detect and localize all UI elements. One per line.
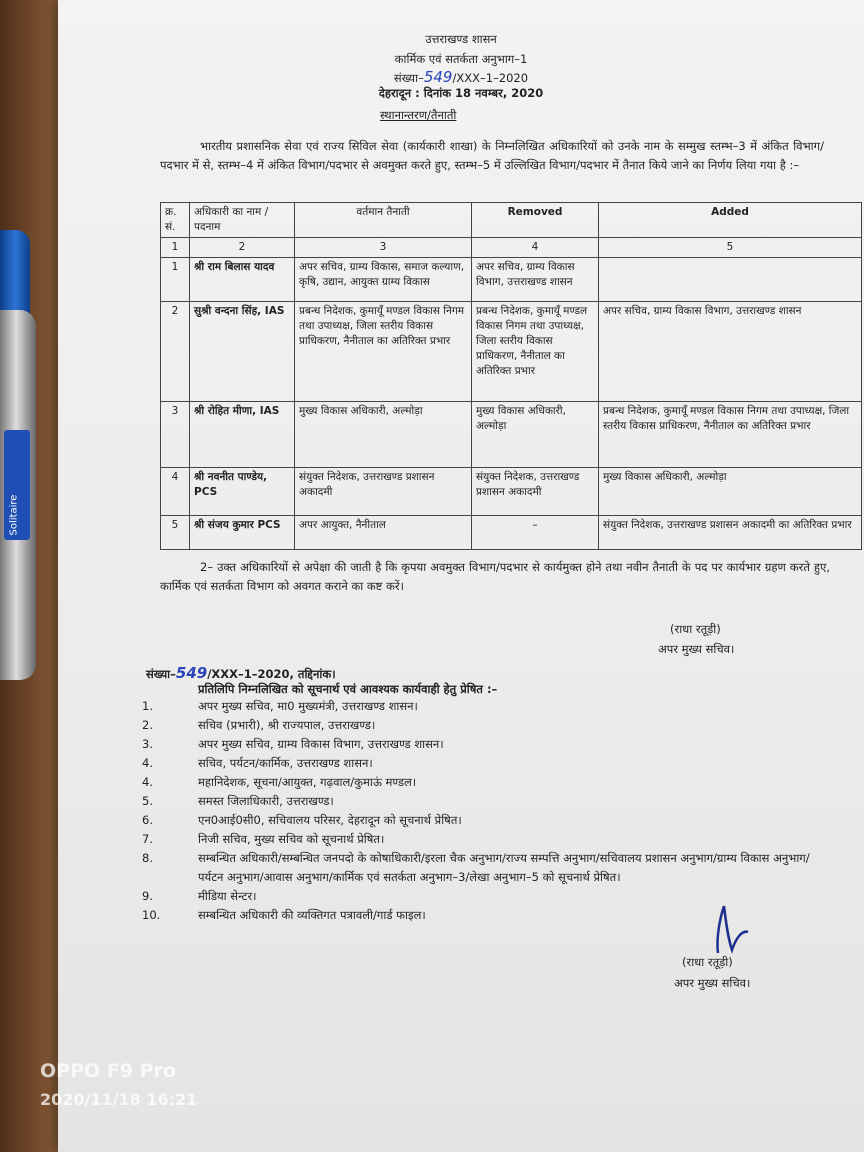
cell-current: अपर आयुक्त, नैनीताल [295, 516, 472, 550]
cell-removed: प्रबन्ध निदेशक, कुमायूँ मण्डल विकास निगम तथा उपाध्यक्ष, जिला स्तरीय विकास प्राधिकरण, नैनीताल का अतिरिक्त प्रभार [472, 302, 599, 402]
col-header-current: वर्तमान तैनाती [295, 203, 472, 238]
subject: स्थानान्तरण/तैनाती [380, 108, 457, 122]
list-item: 3. अपर मुख्य सचिव, ग्राम्य विकास विभाग, उत्तराखण्ड शासन। [142, 737, 444, 751]
cell-name: श्री राम बिलास यादव [190, 258, 295, 302]
copy-number-handwritten: 549 [175, 664, 208, 682]
cell-name: श्री नवनीत पाण्डेय, PCS [190, 468, 295, 516]
handwritten-signature [698, 898, 758, 958]
cell-name: श्री रोहित मीणा, IAS [190, 402, 295, 468]
order-number-prefix: संख्या– [393, 71, 424, 85]
cell-name: श्री संजय कुमार PCS [190, 516, 295, 550]
col-number: 1 [161, 238, 190, 258]
list-item: 6. एन0आई0सी0, सचिवालय परिसर, देहरादून को सूचनार्थ प्रेषित। [142, 813, 462, 827]
col-number: 4 [472, 238, 599, 258]
cell-current: संयुक्त निदेशक, उत्तराखण्ड प्रशासन अकादमी [295, 468, 472, 516]
para-2: 2– उक्त अधिकारियों से अपेक्षा की जाती है कि कृपया अवमुक्त विभाग/पदभार से कार्यमुक्त होने तथा नवीन तैनाती के पद पर कार्यभार ग्रहण करते हुए, कार्मिक एवं सतर्कता विभाग को अवगत कराने का कष्ट करें। [160, 560, 830, 593]
silver-pen [0, 310, 36, 680]
list-item: 10. सम्बन्धित अधिकारी की व्यक्तिगत पत्रावली/गार्ड फाइल। [142, 908, 426, 922]
order-number-handwritten: 549 [423, 68, 453, 86]
table-row [161, 468, 862, 516]
cell-sn: 2 [161, 302, 190, 402]
col-number: 5 [599, 238, 862, 258]
list-item: 9. मीडिया सेन्टर। [142, 889, 257, 903]
cell-sn: 1 [161, 258, 190, 302]
cell-added [599, 258, 862, 302]
cell-added: मुख्य विकास अधिकारी, अल्मोड़ा [599, 468, 862, 516]
col-header-name: अधिकारी का नाम /पदनाम [190, 203, 295, 238]
signatory-name: (राधा रतूड़ी) [670, 622, 721, 636]
transfer-table [160, 202, 862, 550]
list-item: 5. समस्त जिलाधिकारी, उत्तराखण्ड। [142, 794, 334, 808]
cell-removed: संयुक्त निदेशक, उत्तराखण्ड प्रशासन अकादमी [472, 468, 599, 516]
table-header-row [161, 203, 862, 238]
order-number [58, 68, 864, 86]
cell-sn: 4 [161, 468, 190, 516]
col-header-sn: क्र. सं. [161, 203, 190, 238]
document-page [58, 0, 864, 1152]
table-row [161, 258, 862, 302]
col-number: 2 [190, 238, 295, 258]
list-item: 7. निजी सचिव, मुख्य सचिव को सूचनार्थ प्रेषित। [142, 832, 385, 846]
pen-brand: Solitaire [8, 494, 20, 536]
copy-number [146, 664, 336, 682]
list-item: 4. महानिदेशक, सूचना/आयुक्त, गढ़वाल/कुमाऊं मण्डल। [142, 775, 417, 789]
cell-current: प्रबन्ध निदेशक, कुमायूँ मण्डल विकास निगम तथा उपाध्यक्ष, जिला स्तरीय विकास प्राधिकरण, नैनीताल का अतिरिक्त प्रभार [295, 302, 472, 402]
camera-watermark-device: OPPO F9 Pro [40, 1060, 176, 1082]
cell-current: मुख्य विकास अधिकारी, अल्मोड़ा [295, 402, 472, 468]
pen-label [4, 430, 30, 540]
cell-sn: 3 [161, 402, 190, 468]
list-item: 2. सचिव (प्रभारी), श्री राज्यपाल, उत्तराखण्ड। [142, 718, 376, 732]
signatory2-name: (राधा रतूड़ी) [682, 955, 733, 969]
cell-added: संयुक्त निदेशक, उत्तराखण्ड प्रशासन अकादमी का अतिरिक्त प्रभार [599, 516, 862, 550]
copy-list [142, 697, 822, 925]
cell-name: सुश्री वन्दना सिंह, IAS [190, 302, 295, 402]
list-item: 8. सम्बन्धित अधिकारी/सम्बन्धित जनपदो के कोषाधिकारी/इरला चैक अनुभाग/राज्य सम्पत्ति अनुभाग/सचिवालय प्रशासन अनुभाग/ग्राम्य विकास अनुभाग/पर्यटन अनुभाग/आवास अनुभाग/कार्मिक एवं सतर्कता अनुभाग–3/लेखा अनुभाग–5 को सूचनार्थ प्रेषित। [142, 851, 810, 884]
cell-added: अपर सचिव, ग्राम्य विकास विभाग, उत्तराखण्ड शासन [599, 302, 862, 402]
signatory2-title: अपर मुख्य सचिव। [674, 976, 751, 990]
col-header-added: Added [599, 203, 862, 238]
intro-paragraph: भारतीय प्रशासनिक सेवा एवं राज्य सिविल सेवा (कार्यकारी शाखा) के निम्नलिखित अधिकारियों को उनके नाम के सम्मुख स्तम्भ–3 में अंकित विभाग/पदभार में से, स्तम्भ–4 में अंकित विभाग/पदभार से अवमुक्त करते हुए, स्तम्भ–5 में उल्लिखित विभाग/पदभार में तैनात किये जाने का निर्णय लिया गया है :– [160, 139, 824, 172]
list-item: 4. सचिव, पर्यटन/कार्मिक, उत्तराखण्ड शासन। [142, 756, 373, 770]
list-item: 1. अपर मुख्य सचिव, मा0 मुख्यमंत्री, उत्तराखण्ड शासन। [142, 699, 418, 713]
table-row [161, 302, 862, 402]
camera-watermark-datetime: 2020/11/18 16:21 [40, 1090, 198, 1109]
table-row [161, 402, 862, 468]
signatory-title: अपर मुख्य सचिव। [658, 642, 735, 656]
cell-removed: – [472, 516, 599, 550]
order-number-suffix: /XXX–1–2020 [452, 71, 529, 85]
col-header-removed: Removed [472, 203, 599, 238]
header-line2: कार्मिक एवं सतर्कता अनुभाग–1 [394, 52, 528, 66]
cell-removed: मुख्य विकास अधिकारी, अल्मोड़ा [472, 402, 599, 468]
table-number-row [161, 238, 862, 258]
col-number: 3 [295, 238, 472, 258]
copy-number-suffix: /XXX–1–2020, तद्दिनांक। [207, 667, 336, 681]
table-row [161, 516, 862, 550]
cell-sn: 5 [161, 516, 190, 550]
header-line1: उत्तराखण्ड शासन [425, 32, 497, 46]
cell-added: प्रबन्ध निदेशक, कुमायूँ मण्डल विकास निगम तथा उपाध्यक्ष, जिला स्तरीय विकास प्राधिकरण, नैनीताल का अतिरिक्त प्रभार [599, 402, 862, 468]
copy-lead: प्रतिलिपि निम्नलिखित को सूचनार्थ एवं आवश्यक कार्यवाही हेतु प्रेषित :– [198, 682, 498, 696]
order-date: देहरादून : दिनांक 18 नवम्बर, 2020 [378, 86, 544, 100]
cell-current: अपर सचिव, ग्राम्य विकास, समाज कल्याण, कृषि, उद्यान, आयुक्त ग्राम्य विकास [295, 258, 472, 302]
copy-number-prefix: संख्या– [146, 667, 176, 681]
cell-removed: अपर सचिव, ग्राम्य विकास विभाग, उत्तराखण्ड शासन [472, 258, 599, 302]
